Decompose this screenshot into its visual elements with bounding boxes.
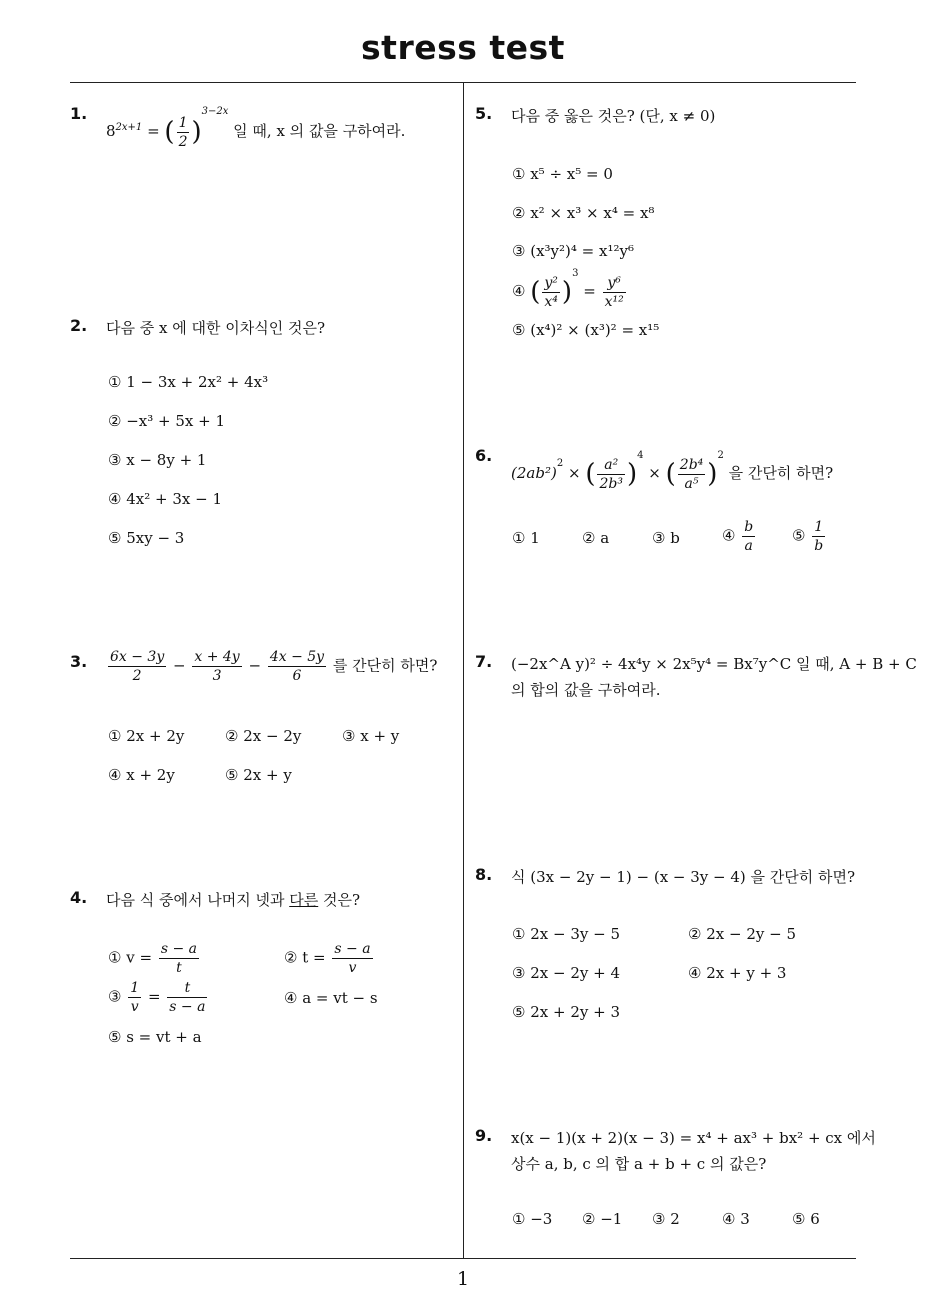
exponent: 2	[717, 450, 724, 461]
numerator: 1	[130, 980, 140, 996]
fraction	[597, 456, 624, 493]
option-3[interactable]: ③ x + y	[342, 727, 400, 745]
page-title: stress test	[361, 28, 565, 67]
denominator: 2	[132, 668, 142, 684]
equals-sign: =	[583, 282, 596, 300]
option-label: ⑤	[792, 526, 806, 545]
paren-open: (	[665, 459, 676, 489]
fraction	[678, 456, 705, 493]
option-2[interactable]: ② −x³ + 5x + 1	[108, 412, 226, 430]
question-number: 9.	[475, 1126, 493, 1145]
paren-open: (	[585, 459, 596, 489]
option-4[interactable]: ④ 2x + y + 3	[688, 964, 787, 982]
fraction	[128, 979, 141, 1016]
option-5[interactable]: ⑤ (x⁴)² × (x³)² = x¹⁵	[512, 321, 660, 339]
option-4[interactable]	[722, 518, 757, 555]
question-tail: 을 간단히 하면?	[728, 464, 834, 482]
question-text-line-2: 의 합의 값을 구하여라.	[511, 681, 661, 699]
numerator: 1	[812, 518, 825, 537]
paren-open: (	[164, 117, 175, 147]
option-4[interactable]: ④ a = vt − s	[284, 989, 378, 1007]
option-2[interactable]: ② −1	[582, 1210, 623, 1228]
option-1[interactable]: ① 1	[512, 529, 540, 547]
denominator: t	[176, 960, 182, 976]
question-text-line-2: 상수 a, b, c 의 합 a + b + c 의 값은?	[511, 1155, 767, 1173]
question-number: 5.	[475, 104, 493, 123]
question-number: 6.	[475, 446, 493, 465]
numerator: s − a	[160, 941, 197, 957]
option-2[interactable]: ② 2x − 2y − 5	[688, 925, 796, 943]
exponent: 3−2x	[201, 106, 229, 117]
option-5[interactable]: ⑤ 2x + 2y + 3	[512, 1003, 620, 1021]
fraction	[332, 940, 372, 977]
option-5[interactable]: ⑤ 2x + y	[225, 766, 292, 784]
term: (2ab²)	[511, 464, 557, 482]
option-1[interactable]: ① −3	[512, 1210, 553, 1228]
question-text	[511, 444, 833, 493]
option-label: ④	[512, 282, 526, 300]
question-text-b: 것은?	[318, 891, 361, 909]
option-5[interactable]: ⑤ s = vt + a	[108, 1028, 202, 1046]
underlined-word: 다른	[289, 891, 319, 909]
question-text: $\frac{6x - 3y}{2}$ − $\frac{x + 4y}{3}$ − $\frac{4x - 5y}{6}$ 를 간단히 하면?	[110, 649, 438, 684]
option-1[interactable]: ① 2x + 2y	[108, 727, 185, 745]
question-number: 8.	[475, 865, 493, 884]
denominator: 6	[292, 668, 302, 684]
fraction	[192, 648, 241, 685]
option-4[interactable]: ④ x + 2y	[108, 766, 175, 784]
option-1[interactable]	[108, 940, 201, 977]
fraction	[167, 979, 207, 1016]
question-number: 1.	[70, 104, 88, 123]
option-3[interactable]: ③ 2	[652, 1210, 680, 1228]
denominator: 2b³	[599, 475, 623, 492]
numerator: y⁶	[603, 274, 626, 293]
numerator: 4x − 5y	[269, 649, 325, 665]
option-3[interactable]	[108, 979, 209, 1016]
question-number: 7.	[475, 652, 493, 671]
denominator: b	[814, 538, 824, 554]
fraction	[812, 518, 825, 555]
fraction	[159, 940, 199, 977]
option-2[interactable]: ② 2x − 2y	[225, 727, 302, 745]
fraction	[108, 648, 166, 685]
exponent: 2	[556, 458, 564, 469]
option-4[interactable]: ④ 3	[722, 1210, 750, 1228]
numerator: 2b⁴	[679, 456, 704, 473]
fraction	[742, 518, 755, 555]
fraction	[268, 648, 326, 685]
paren-open: (	[530, 277, 541, 307]
numerator: s − a	[334, 941, 371, 957]
option-1[interactable]: ① 1 − 3x + 2x² + 4x³	[108, 373, 269, 391]
exponent: 4	[637, 450, 644, 461]
exponent: 2x+1	[115, 122, 143, 133]
numerator: y²	[544, 274, 558, 291]
option-label: ② t =	[284, 948, 326, 967]
times-sign: ×	[648, 464, 661, 482]
fraction	[177, 114, 190, 151]
question-number: 2.	[70, 316, 88, 335]
option-3[interactable]: ③ x − 8y + 1	[108, 451, 207, 469]
option-5[interactable]: ⑤ 5xy − 3	[108, 529, 185, 547]
option-1[interactable]: ① 2x − 3y − 5	[512, 925, 620, 943]
question-text	[106, 888, 360, 912]
question-text: 식 (3x − 2y − 1) − (x − 3y − 4) 을 간단히 하면?	[511, 868, 856, 886]
option-2[interactable]	[284, 940, 375, 977]
paren-close: )	[561, 277, 573, 307]
option-2[interactable]: ② a	[582, 529, 610, 547]
denominator: 3	[212, 668, 222, 684]
equals-sign: =	[147, 987, 161, 1006]
option-5[interactable]	[792, 518, 827, 555]
option-1[interactable]: ① x⁵ ÷ x⁵ = 0	[512, 165, 613, 183]
option-3[interactable]: ③ 2x − 2y + 4	[512, 964, 620, 982]
fraction	[542, 274, 560, 311]
denominator: a	[744, 538, 753, 554]
question-text: $8^{2x+1}$ = ( $\frac{1}{2}$ )$^{3-2x}$ 일 때, x 의 값을 구하여라.	[106, 106, 406, 150]
page-number: 1	[456, 1268, 470, 1290]
option-4[interactable]: ④ 4x² + 3x − 1	[108, 490, 222, 508]
question-text-line-1: (−2x^A y)² ÷ 4x⁴y × 2x⁵y⁴ = Bx⁷y^C 일 때, A + B + C	[511, 655, 917, 673]
paren-close: )	[707, 459, 718, 489]
question-tail: 를 간단히 하면?	[332, 656, 438, 675]
denominator: 2	[178, 133, 188, 150]
numerator: x + 4y	[194, 649, 240, 665]
option-3[interactable]: ③ (x³y²)⁴ = x¹²y⁶	[512, 242, 634, 260]
question-text-a: 다음 식 중에서 나머지 넷과	[106, 891, 290, 909]
option-label: ④	[722, 526, 736, 545]
question-number: 3.	[70, 652, 88, 671]
numerator: t	[167, 979, 207, 998]
question-text: 다음 중 x 에 대한 이차식인 것은?	[106, 319, 325, 337]
numerator: 6x − 3y	[110, 649, 165, 665]
exponent: 3	[572, 268, 579, 279]
numerator: a²	[597, 456, 624, 475]
question-number: 4.	[70, 888, 88, 907]
denominator: v	[130, 999, 139, 1015]
numerator: 1	[178, 114, 188, 131]
option-4[interactable]	[512, 268, 628, 311]
denominator: a⁵	[684, 475, 699, 492]
times-sign: ×	[567, 464, 581, 482]
base: 8	[106, 122, 116, 140]
denominator: x⁴	[544, 293, 558, 310]
column-divider	[463, 82, 464, 1259]
denominator: s − a	[169, 999, 206, 1015]
paren-close: )	[191, 117, 202, 147]
option-label: ① v =	[108, 948, 153, 967]
numerator: b	[744, 519, 754, 535]
fraction	[603, 274, 626, 311]
question-tail: 일 때, x 의 값을 구하여라.	[233, 122, 406, 140]
question-text: 다음 중 옳은 것은? (단, x ≠ 0)	[511, 107, 716, 125]
option-2[interactable]: ② x² × x³ × x⁴ = x⁸	[512, 204, 655, 222]
footer-rule	[70, 1258, 856, 1259]
option-5[interactable]: ⑤ 6	[792, 1210, 820, 1228]
denominator: x¹²	[604, 293, 624, 310]
option-label: ③	[108, 987, 122, 1006]
paren-close: )	[626, 459, 638, 489]
denominator: v	[348, 960, 357, 976]
option-3[interactable]: ③ b	[652, 529, 680, 547]
question-text-line-1: x(x − 1)(x + 2)(x − 3) = x⁴ + ax³ + bx² + cx 에서	[511, 1129, 876, 1147]
